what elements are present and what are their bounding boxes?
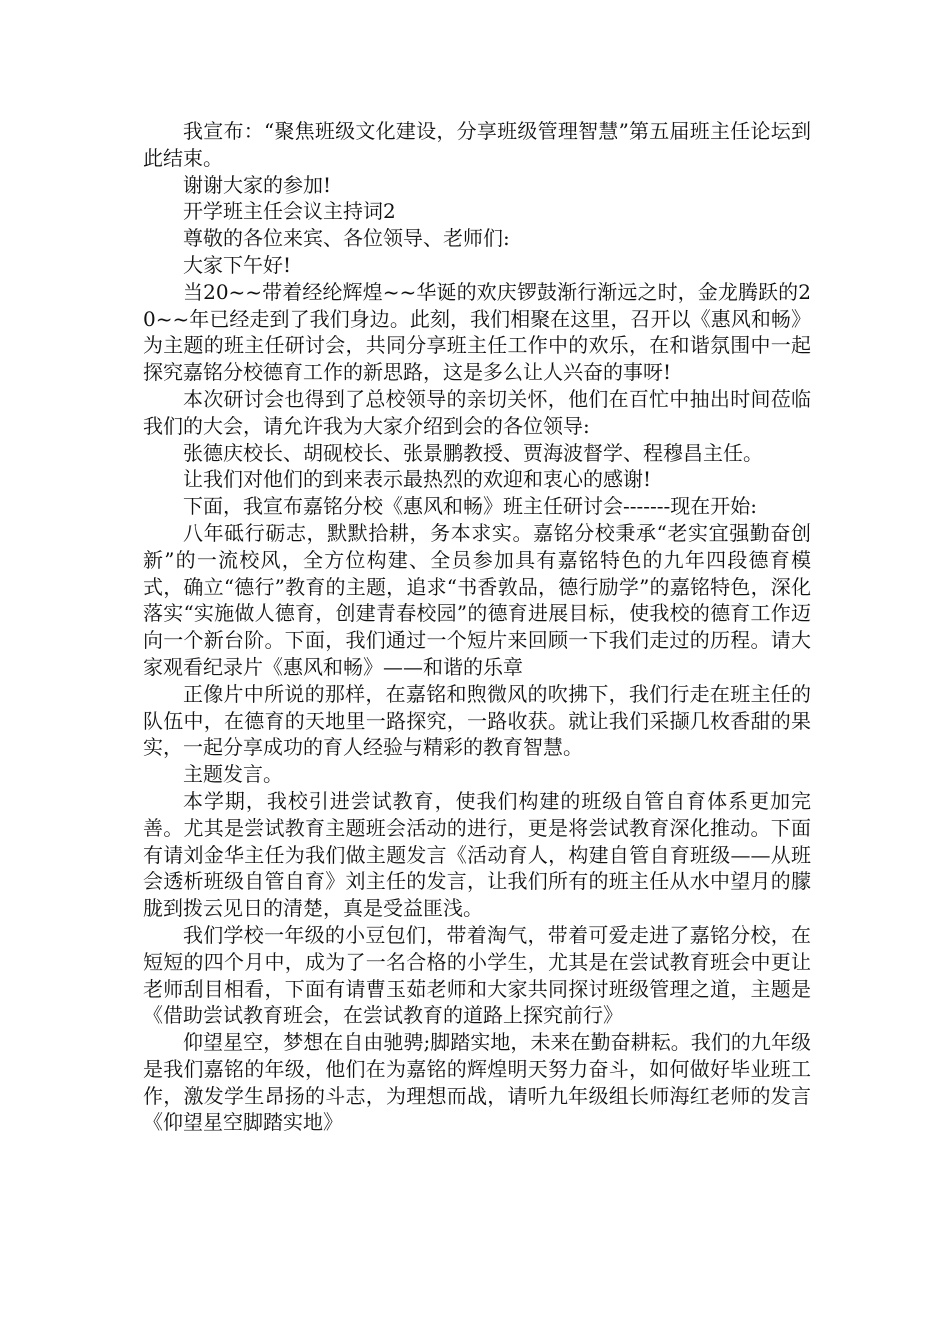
- paragraph-first-grade: 我们学校一年级的小豆包们，带着淘气，带着可爱走进了嘉铭分校，在短短的四个月中，成为了一名合格的小学生，尤其是在尝试教育班会中更让老师刮目相看，下面有请曹玉茹老师和大家共同探讨班级管理之道，主题是《借助尝试教育班会，在尝试教育的道路上探究前行》: [143, 922, 811, 1028]
- paragraph-school-history: 八年砥行砺志，默默拾耕，务本求实。嘉铭分校秉承“老实宜强勤奋创新”的一流校风，全方位构建、全员参加具有嘉铭特色的九年四段德育模式，确立“德行”教育的主题，追求“书香敦品，德行励学”的嘉铭特色，深化落实“实施做人德育，创建青春校园”的德育进展目标，使我校的德育工作迈向一个新台阶。下面，我们通过一个短片来回顾一下我们走过的历程。请大家观看纪录片《惠风和畅》——和谐的乐章: [143, 520, 811, 679]
- paragraph-welcome: 让我们对他们的到来表示最热烈的欢迎和衷心的感谢!: [183, 467, 652, 492]
- document-body: [143, 118, 811, 1136]
- paragraph-leaders-intro: 本次研讨会也得到了总校领导的亲切关怀，他们在百忙中抽出时间莅临我们的大会，请允许我为大家介绍到会的各位领导:: [143, 386, 811, 438]
- paragraph-film-reflection: 正像片中所说的那样，在嘉铭和煦微风的吹拂下，我们行走在班主任的队伍中，在德育的天地里一路探究，一路收获。就让我们采撷几枚香甜的果实，一起分享成功的育人经验与精彩的教育智慧。: [143, 681, 811, 760]
- paragraph-ninth-grade: 仰望星空，梦想在自由驰骋;脚踏实地，未来在勤奋耕耘。我们的九年级是我们嘉铭的年级，他们在为嘉铭的辉煌明天努力奋斗，如何做好毕业班工作，激发学生昂扬的斗志，为理想而战，请听九年级组长师海红老师的发言《仰望星空脚踏实地》: [143, 1030, 811, 1135]
- section-title: 开学班主任会议主持词2: [183, 199, 396, 224]
- paragraph-announcement: 下面，我宣布嘉铭分校《惠风和畅》班主任研讨会-------现在开始:: [183, 494, 758, 519]
- paragraph-keynote-heading: 主题发言。: [183, 762, 283, 787]
- paragraph-greeting: 大家下午好!: [183, 252, 292, 277]
- paragraph-opening: 当20~~带着经纶辉煌~~华诞的欢庆锣鼓渐行渐远之时，金龙腾跃的20~~年已经走到了我们身边。此刻，我们相聚在这里，召开以《惠风和畅》为主题的班主任研讨会，共同分享班主任工作中的欢乐，在和谐氛围中一起探究嘉铭分校德育工作的新思路，这是多么让人兴奋的事呀!: [143, 279, 811, 385]
- paragraph-keynote-liu: 本学期，我校引进尝试教育，使我们构建的班级自管自育体系更加完善。尤其是尝试教育主题班会活动的进行，更是将尝试教育深化推动。下面有请刘金华主任为我们做主题发言《活动育人，构建自管自育班级——从班会透析班级自管自育》刘主任的发言，让我们所有的班主任从水中望月的朦胧到拨云见日的清楚，真是受益匪浅。: [143, 788, 811, 921]
- paragraph-salutation: 尊敬的各位来宾、各位领导、老师们:: [183, 226, 510, 251]
- paragraph-forum-closing: 我宣布：“聚焦班级文化建设，分享班级管理智慧”第五届班主任论坛到此结束。: [143, 119, 811, 170]
- paragraph-thanks: 谢谢大家的参加!: [183, 172, 332, 197]
- paragraph-leaders-list: 张德庆校长、胡砚校长、张景鹏教授、贾海波督学、程穆昌主任。: [183, 440, 763, 465]
